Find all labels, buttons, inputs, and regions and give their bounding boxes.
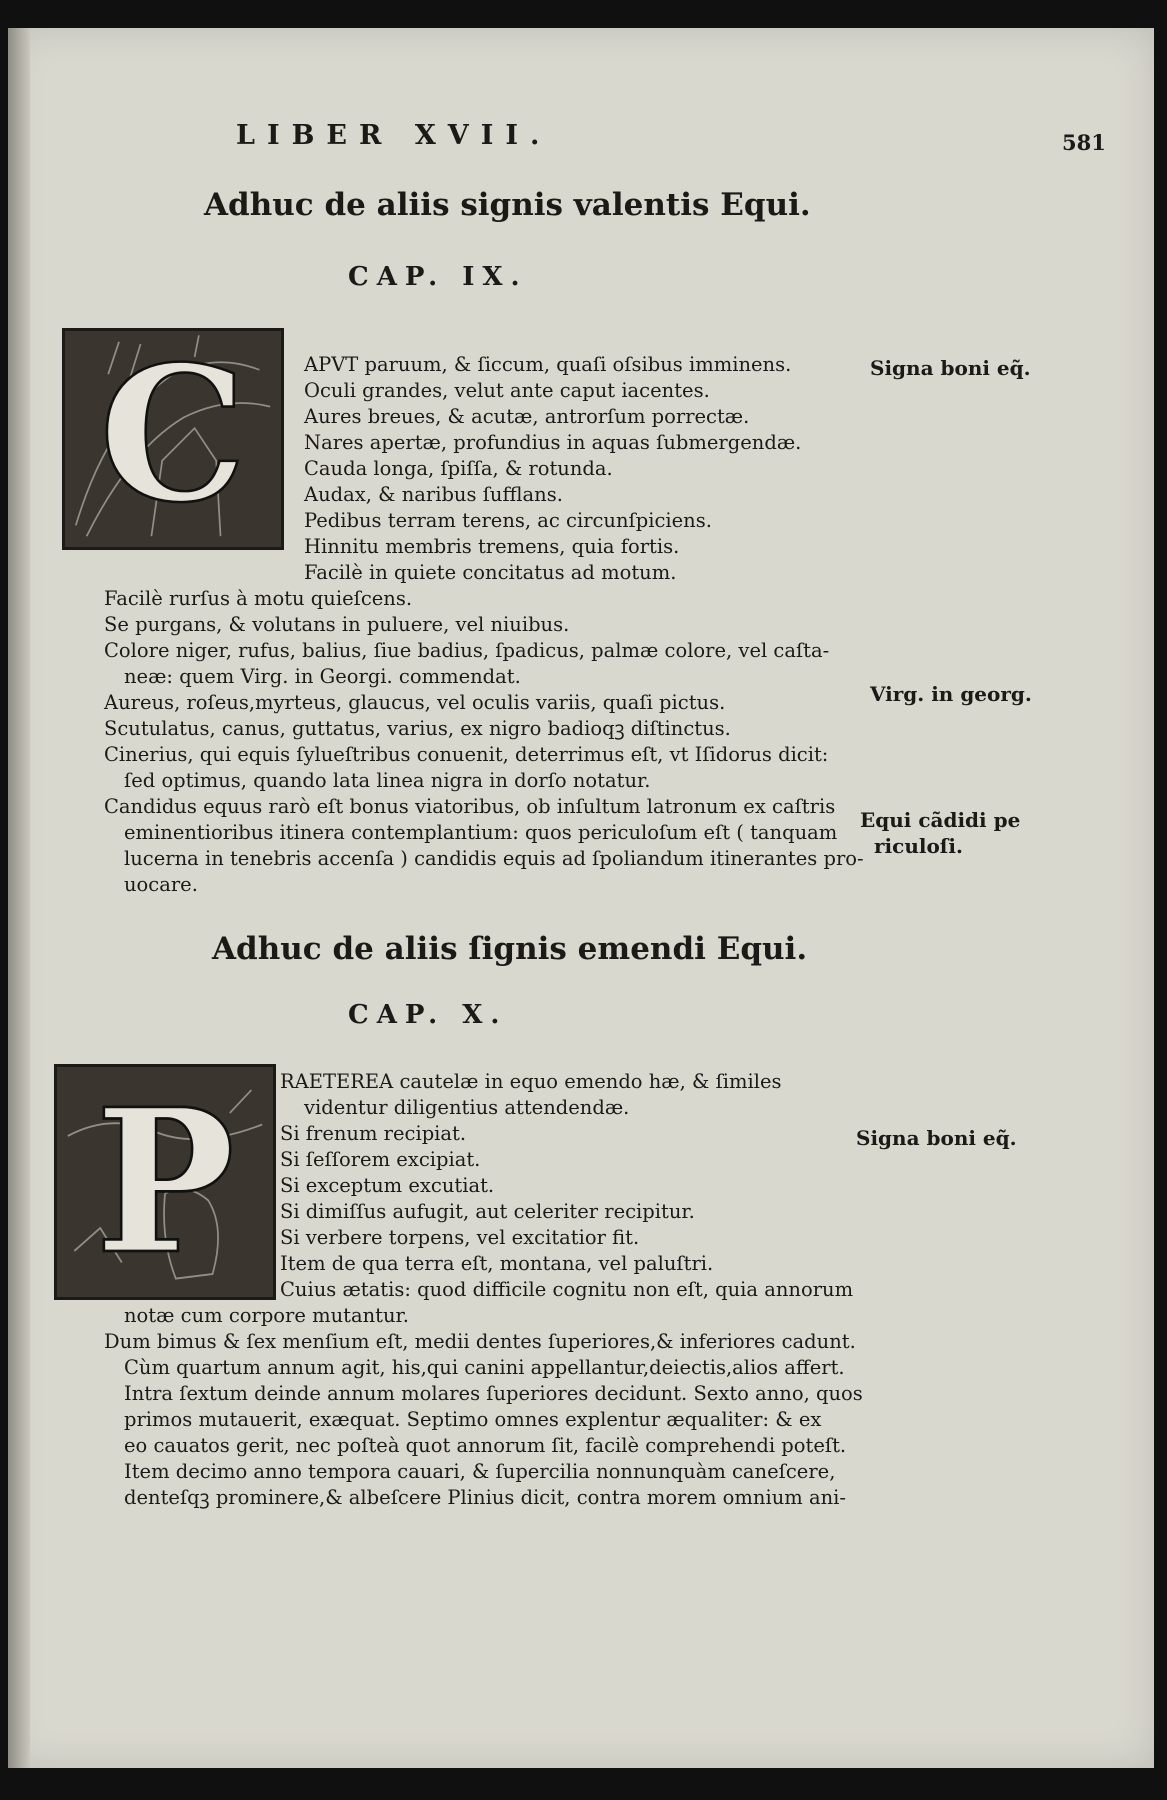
chapter-10-number: CAP. X. [348,1000,508,1030]
text-line: primos mutauerit, exæquat. Septimo omnes explentur æqualiter: & ex [124,1408,822,1431]
text-line: Item de qua terra eſt, montana, vel paluſtri. [280,1252,714,1275]
text-line: videntur diligentius attendendæ. [304,1096,630,1119]
chapter-10-title: Adhuc de aliis ſignis emendi Equi. [212,931,808,967]
text-line: Item decimo anno tempora cauari, & ſupercilia nonnunquàm caneſcere, [124,1460,836,1483]
text-line: Intra ſextum deinde annum molares ſuperiores decidunt. Sexto anno, quos [124,1382,863,1405]
margin-note: riculoſi. [874,834,963,858]
initial-c-woodcut [62,328,284,550]
margin-note: Equi cãdidi pe [860,808,1021,832]
text-line: Facilè rurſus à motu quieſcens. [104,587,413,610]
page-number: 581 [1062,130,1106,155]
text-line: Oculi grandes, velut ante caput iacentes. [304,379,710,402]
text-line: uocare. [124,873,198,896]
text-line: Hinnitu membris tremens, quia fortis. [304,535,680,558]
margin-note: Virg. in georg. [870,682,1032,706]
text-line: Aures breues, & acutæ, antrorſum porrectæ. [304,405,750,428]
initial-p-letter: P [95,1067,235,1297]
text-line: Facilè in quiete concitatus ad motum. [304,561,677,584]
text-line: RAETEREA cautelæ in equo emendo hæ, & ſimiles [280,1070,782,1093]
text-line: Scutulatus, canus, guttatus, varius, ex nigro badioqꝫ diſtinctus. [104,717,731,740]
text-line: Cùm quartum annum agit, his,qui canini appellantur,deiectis,alios affert. [124,1356,845,1379]
text-line: Cauda longa, ſpiſſa, & rotunda. [304,457,613,480]
text-line: Colore niger, rufus, balius, ſiue badius, ſpadicus, palmæ colore, vel caſta- [104,639,830,662]
text-line: Cuius ætatis: quod difficile cognitu non eſt, quia annorum [280,1278,854,1301]
text-line: Si frenum recipiat. [280,1122,467,1145]
margin-note: Signa boni eq̃. [856,1126,1017,1150]
initial-p-woodcut [54,1064,276,1300]
text-line: eo cauatos gerit, nec poſteà quot annorum ſit, facilè comprehendi poteſt. [124,1434,847,1457]
text-line: Dum bimus & ſex menſium eſt, medii dentes ſuperiores,& inferiores cadunt. [104,1330,856,1353]
chapter-9-number: CAP. IX. [348,262,528,292]
text-line: Se purgans, & volutans in puluere, vel niuibus. [104,613,570,636]
chapter-9-title: Adhuc de aliis signis valentis Equi. [204,187,811,223]
initial-c-letter: C [99,331,247,544]
text-line: Cinerius, qui equis ſylueſtribus conuenit, deterrimus eſt, vt Iſidorus dicit: [104,743,829,766]
text-line: eminentioribus itinera contemplantium: quos periculoſum eſt ( tanquam [124,821,838,844]
text-line: Audax, & naribus ſufflans. [304,483,563,506]
text-line: denteſqꝫ prominere,& albeſcere Plinius dicit, contra morem omnium ani- [124,1486,846,1509]
text-line: notæ cum corpore mutantur. [124,1304,409,1327]
text-line: Candidus equus rarò eſt bonus viatoribus, ob inſultum latronum ex caſtris [104,795,836,818]
text-line: ſed optimus, quando lata linea nigra in dorſo notatur. [124,769,651,792]
margin-note: Signa boni eq̃. [870,356,1031,380]
text-line: Aureus, roſeus,myrteus, glaucus, vel oculis variis, quaſi pictus. [104,691,726,714]
text-line: Si ſeſſorem excipiat. [280,1148,481,1171]
text-line: Nares apertæ, profundius in aquas ſubmergendæ. [304,431,802,454]
text-line: neæ: quem Virg. in Georgi. commendat. [124,665,521,688]
text-line: Si dimiſſus aufugit, aut celeriter recipitur. [280,1200,695,1223]
running-head: LIBER XVII. [236,120,552,151]
book-page [8,28,1154,1768]
text-line: Pedibus terram terens, ac circunſpiciens. [304,509,712,532]
text-line: Si verbere torpens, vel excitatior fit. [280,1226,640,1249]
text-line: APVT paruum, & ſiccum, quaſi oſsibus imminens. [304,353,792,376]
text-line: lucerna in tenebris accenſa ) candidis equis ad ſpoliandum itinerantes pro- [124,847,864,870]
text-line: Si exceptum excutiat. [280,1174,495,1197]
page-gutter [8,28,30,1768]
